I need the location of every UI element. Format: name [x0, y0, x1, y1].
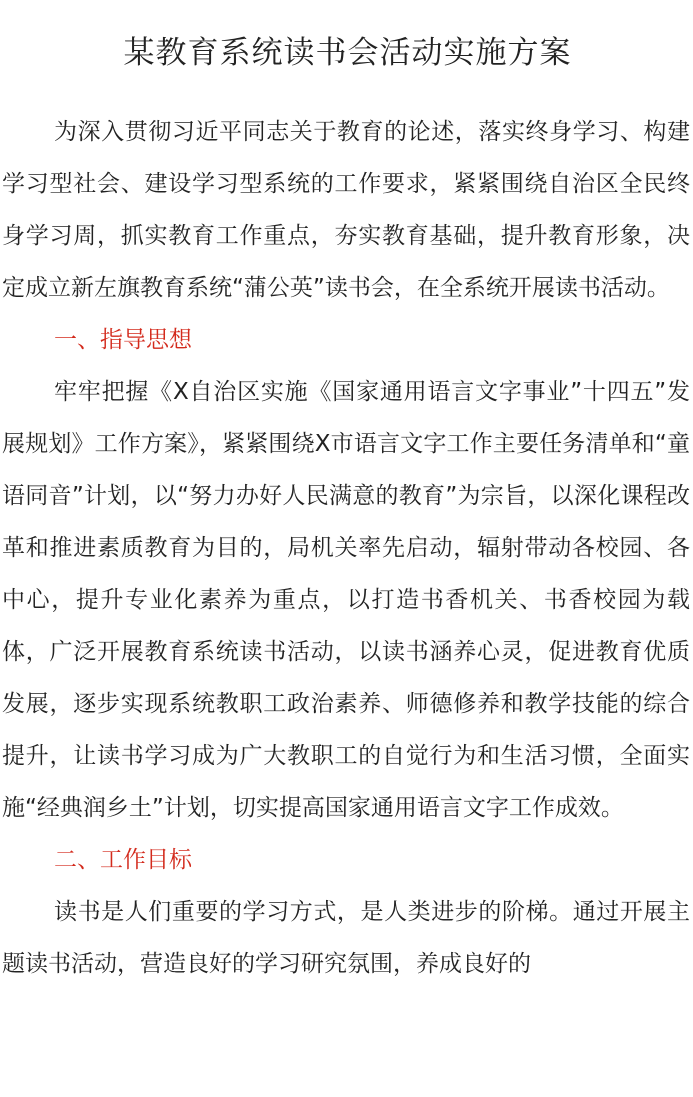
section-body-guiding-ideology: 牢牢把握《X自治区实施《国家通用语言文字事业”十四五”发展规划》工作方案》，紧紧围绕X市语言文字工作主要任务清单和“童语同音”计划，以“努力办好人民满意的教育”为宗旨，以深化课程改革和推进素质教育为目的，局机关率先启动，辐射带动各校园、各中心，提升专业化素养为重点，以打造书香机关、书香校园为载体，广泛开展教育系统读书活动，以读书涵养心灵，促进教育优质发展，逐步实现系统教职工政治素养、师德修养和教学技能的综合提升，让读书学习成为广大教职工的自觉行为和生活习惯，全面实施“经典润乡土”计划，切实提高国家通用语言文字工作成效。 — [2, 379, 690, 821]
document-title: 某教育系统读书会活动实施方案 — [123, 35, 572, 71]
section-heading-work-goals: 二、工作目标 — [54, 847, 192, 873]
intro-paragraph: 为深入贯彻习近平同志关于教育的论述，落实终身学习、构建学习型社会、建设学习型系统的工作要求，紧紧围绕自治区全民终身学习周，抓实教育工作重点，夯实教育基础，提升教育形象，决定成立新左旗教育系统“蒲公英”读书会，在全系统开展读书活动。 — [2, 119, 690, 301]
section-heading-guiding-ideology: 一、指导思想 — [54, 327, 192, 353]
section-body-work-goals: 读书是人们重要的学习方式，是人类进步的阶梯。通过开展主题读书活动，营造良好的学习研究氛围，养成良好的 — [2, 899, 690, 977]
